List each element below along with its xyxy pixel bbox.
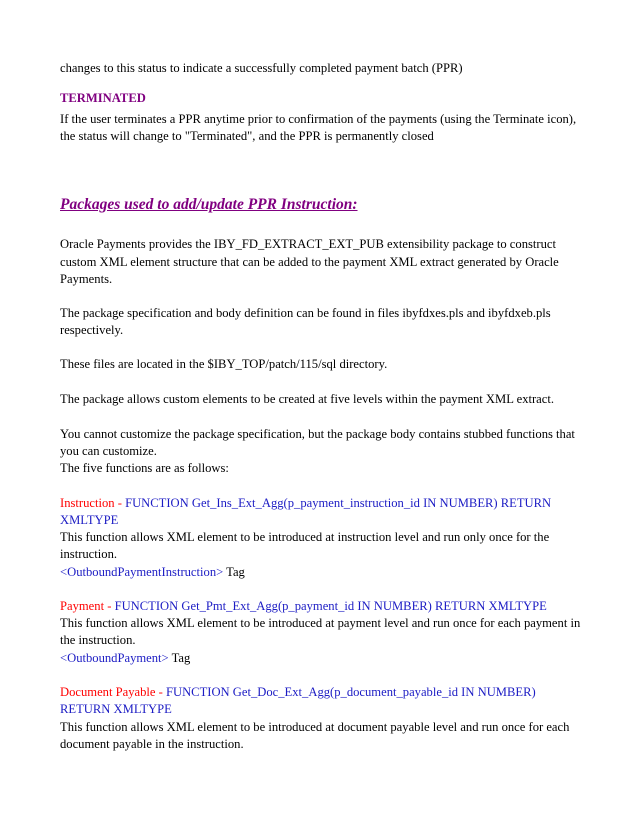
payment-desc-line2: the instruction.	[60, 633, 136, 647]
paragraph-4: The package allows custom elements to be created at five levels within the payment XML extract.	[60, 392, 555, 406]
document-payable-signature: FUNCTION Get_Doc_Ext_Agg(p_document_payable_id IN NUMBER)	[165, 685, 536, 699]
payment-tag: <OutboundPayment>	[60, 651, 169, 665]
terminated-text-line1: If the user terminates a PPR anytime prior to confirmation of the payments (using the Terminate icon),	[60, 112, 577, 126]
instruction-tag-line	[60, 564, 590, 581]
terminated-heading: TERMINATED	[60, 91, 146, 105]
document-payable-desc-line1: This function allows XML element to be introduced at document payable level and run once for each	[60, 720, 570, 734]
payment-signature-line1	[60, 598, 590, 615]
paragraph-1-line3: Payments.	[60, 272, 113, 286]
document-payable-signature-line2: RETURN XMLTYPE	[60, 702, 172, 716]
instruction-tag: <OutboundPaymentInstruction>	[60, 565, 224, 579]
terminated-text-line2: the status will change to "Terminated", and the PPR is permanently closed	[60, 129, 434, 143]
instruction-signature-line1	[60, 495, 590, 512]
payment-tag-suffix: Tag	[168, 651, 191, 665]
payment-tag-line	[60, 650, 590, 667]
paragraph-1-line2: custom XML element structure that can be added to the payment XML extract generated by Oracle	[60, 255, 559, 269]
payment-separator: -	[104, 599, 115, 613]
paragraph-2-line1: The package specification and body definition can be found in files ibyfdxes.pls and ibyfdxeb.pls	[60, 306, 551, 320]
document-payable-label: Document Payable	[60, 685, 156, 699]
instruction-desc-line1: This function allows XML element to be introduced at instruction level and run only once for the	[60, 530, 550, 544]
paragraph-5-line2: you can customize.	[60, 444, 157, 458]
intro-line: changes to this status to indicate a successfully completed payment batch (PPR)	[60, 61, 463, 75]
instruction-tag-suffix: Tag	[223, 565, 245, 579]
paragraph-5-line3: The five functions are as follows:	[60, 461, 229, 475]
instruction-signature-line2: XMLTYPE	[60, 513, 119, 527]
instruction-signature: FUNCTION Get_Ins_Ext_Agg(p_payment_instruction_id IN NUMBER) RETURN	[125, 496, 552, 510]
instruction-separator: -	[114, 496, 126, 510]
document-payable-separator: -	[155, 685, 166, 699]
paragraph-5-line1: You cannot customize the package specification, but the package body contains stubbed functions that	[60, 427, 575, 441]
section-heading: Packages used to add/update PPR Instruction:	[60, 196, 358, 213]
payment-label: Payment	[60, 599, 105, 613]
document-payable-desc-line2: document payable in the instruction.	[60, 737, 244, 751]
paragraph-1-line1: Oracle Payments provides the IBY_FD_EXTRACT_EXT_PUB extensibility package to construct	[60, 237, 556, 251]
document-payable-signature-line1	[60, 684, 590, 701]
instruction-desc-line2: instruction.	[60, 547, 118, 561]
paragraph-3: These files are located in the $IBY_TOP/patch/115/sql directory.	[60, 357, 388, 371]
instruction-label: Instruction	[60, 496, 115, 510]
paragraph-2-line2: respectively.	[60, 323, 124, 337]
payment-signature: FUNCTION Get_Pmt_Ext_Agg(p_payment_id IN NUMBER) RETURN XMLTYPE	[114, 599, 547, 613]
payment-desc-line1: This function allows XML element to be introduced at payment level and run once for each payment in	[60, 616, 581, 630]
